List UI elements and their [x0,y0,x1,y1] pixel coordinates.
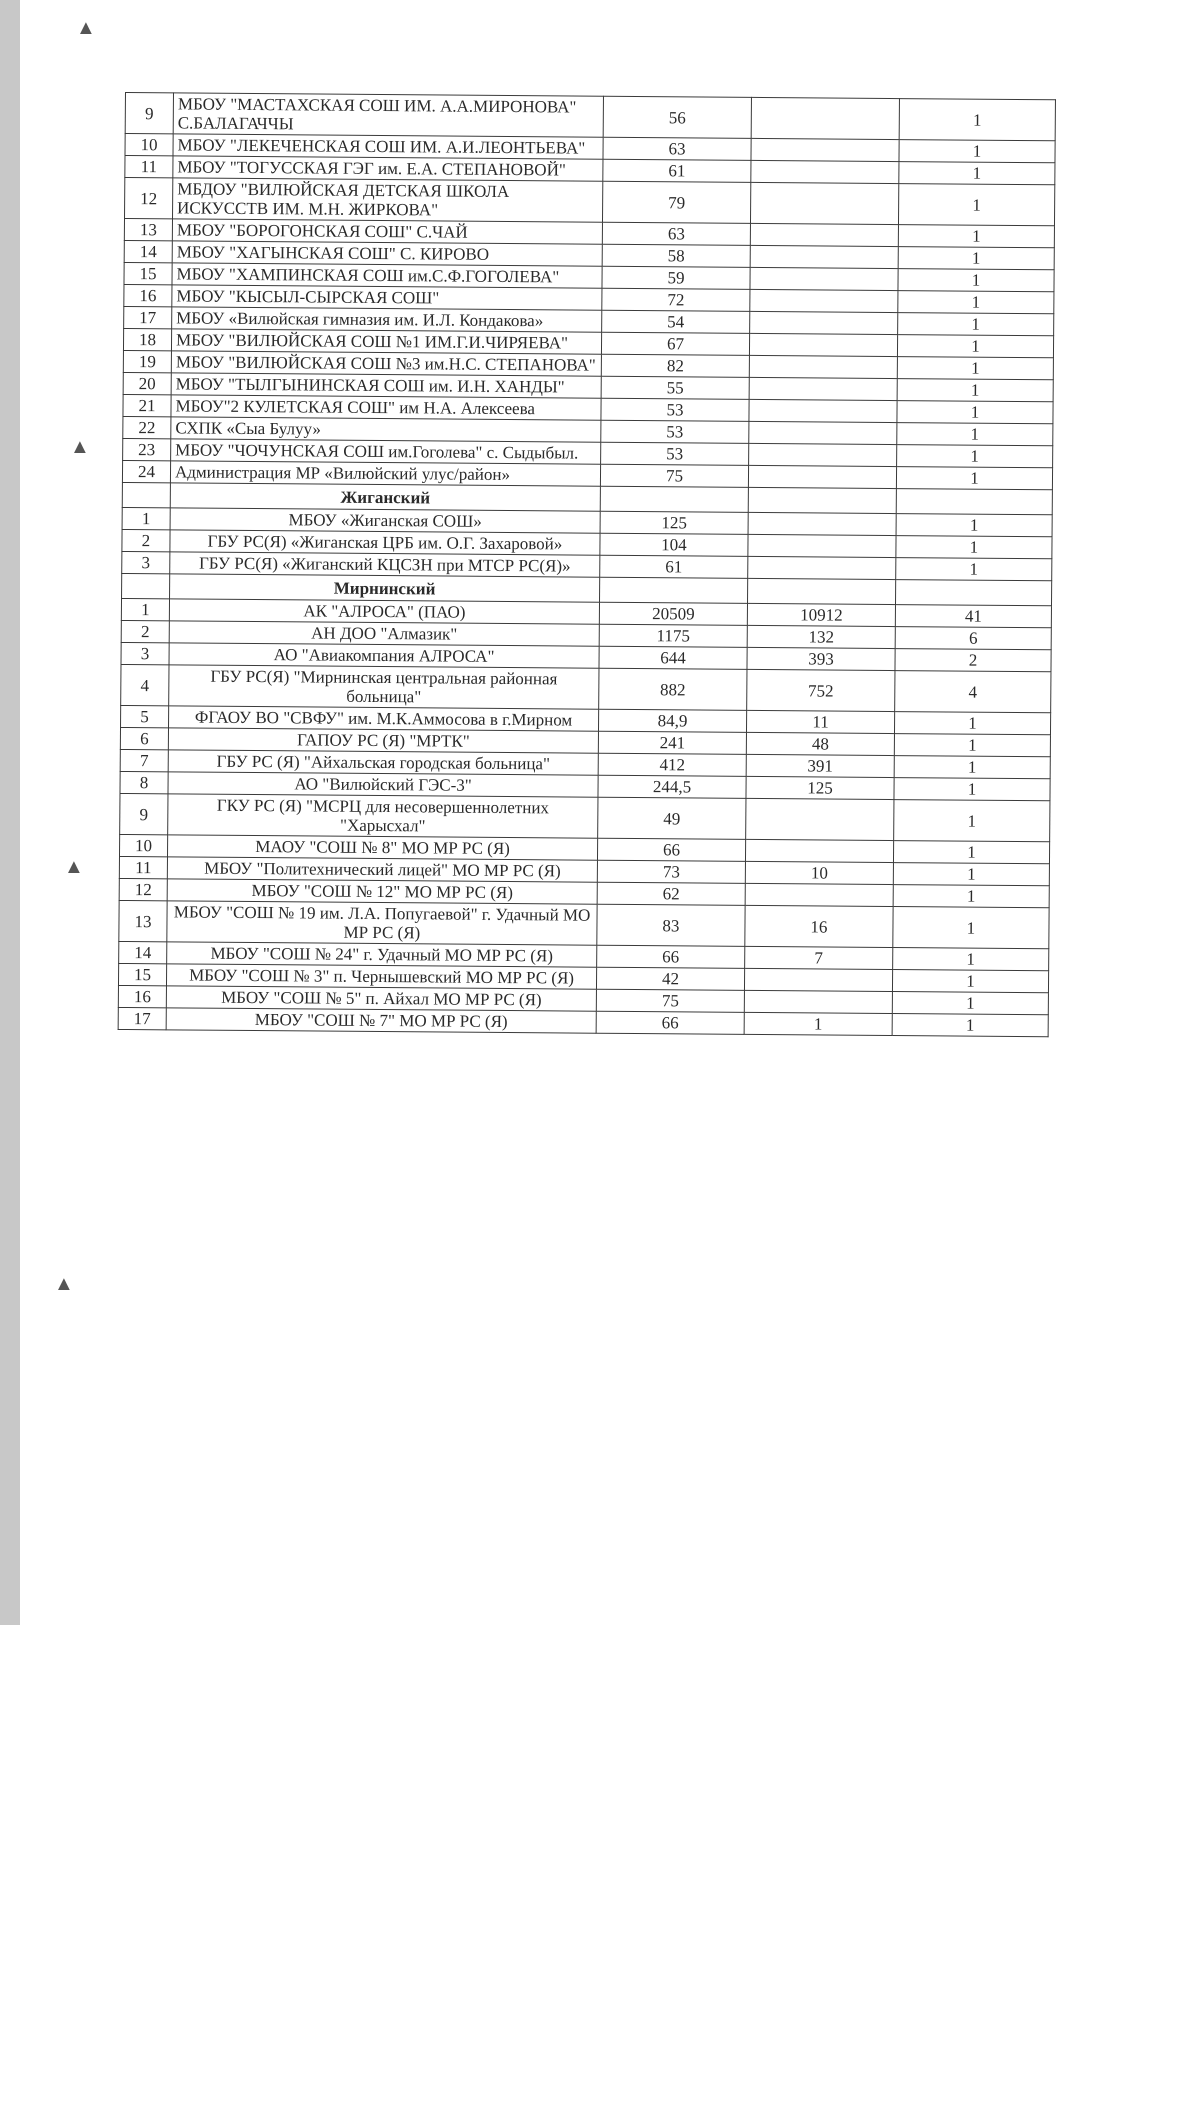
row-number-cell: 14 [124,240,172,262]
row-number-cell: 16 [118,985,166,1007]
organization-name-cell: МБОУ "СОШ № 24" г. Удачный МО МР РС (Я) [167,942,597,967]
value-2-cell [748,465,896,488]
value-1-cell: 83 [597,904,745,946]
value-3-cell: 1 [892,992,1048,1015]
row-number-cell: 12 [125,178,173,219]
organization-name-cell: ФГАОУ ВО "СВФУ" им. М.К.Аммосова в г.Мирном [169,706,599,731]
value-3-cell: 1 [894,800,1050,842]
row-number-cell: 1 [122,507,170,529]
value-2-cell: 10 [745,861,893,884]
value-2-cell: 7 [745,946,893,969]
organization-name-cell: МБОУ "ВИЛЮЙСКАЯ СОШ №1 ИМ.Г.И.ЧИРЯЕВА" [171,329,601,354]
row-number-cell: 8 [120,771,168,793]
organization-name-cell: МБОУ"2 КУЛЕТСКАЯ СОШ" им Н.А. Алексеева [171,395,601,420]
value-3-cell: 1 [896,467,1052,490]
value-1-cell: 67 [601,332,749,355]
organization-name-cell: МБОУ "МАСТАХСКАЯ СОШ ИМ. А.А.МИРОНОВА" С.БАЛАГАЧЧЫ [173,93,603,137]
organization-name-cell: ГБУ РС (Я) "Айхальская городская больница" [168,750,598,775]
organization-name-cell: МБОУ "ЧОЧУНСКАЯ СОШ им.Гоголева" с. Сыдыбыл. [171,439,601,464]
organization-name-cell: МБОУ "СОШ № 19 им. Л.А. Попугаевой" г. Удачный МО МР РС (Я) [167,901,597,945]
value-2-cell [749,333,897,356]
row-number-cell: 17 [124,306,172,328]
row-number-cell: 3 [121,642,169,664]
value-1-cell: 63 [602,222,750,245]
value-3-cell: 1 [897,335,1053,358]
row-number-cell: 15 [118,963,166,985]
value-1-cell: 244,5 [598,775,746,798]
value-1-cell: 241 [598,731,746,754]
value-2-cell [744,968,892,991]
section-empty-cell [896,489,1052,515]
scan-mark-icon: ▲ [54,1273,74,1295]
value-2-cell: 125 [746,776,894,799]
value-2-cell: 393 [747,647,895,670]
row-number-cell: 19 [123,350,171,372]
value-3-cell: 1 [898,269,1054,292]
organization-name-cell: МБОУ "ТОГУССКАЯ ГЭГ им. Е.А. СТЕПАНОВОЙ" [173,156,603,181]
organization-name-cell: МБОУ "Политехнический лицей" МО МР РС (Я) [167,857,597,882]
table-row [125,93,1055,141]
value-3-cell: 1 [894,734,1050,757]
value-1-cell: 61 [603,159,751,182]
row-number-cell: 2 [122,529,170,551]
row-number-cell: 9 [120,793,168,834]
row-number-cell: 13 [124,219,172,241]
value-2-cell [750,267,898,290]
value-1-cell: 75 [600,464,748,487]
value-3-cell: 1 [898,291,1054,314]
row-number-cell: 20 [123,372,171,394]
value-1-cell: 82 [601,354,749,377]
value-3-cell: 6 [895,627,1051,650]
value-1-cell: 62 [597,882,745,905]
value-3-cell: 1 [899,140,1055,163]
organization-name-cell: МБОУ "КЫСЫЛ-СЫРСКАЯ СОШ" [172,285,602,310]
value-1-cell: 20509 [599,602,747,625]
row-number-cell: 5 [121,705,169,727]
section-title: Мирнинский [170,574,600,602]
row-number-cell: 2 [121,620,169,642]
organization-name-cell: ГБУ РС(Я) «Жиганский КЦСЗН при МТСР РС(Я)» [170,552,600,577]
row-number-cell: 12 [119,878,167,900]
value-3-cell: 1 [896,536,1052,559]
value-1-cell: 53 [601,398,749,421]
value-2-cell [750,289,898,312]
value-1-cell: 49 [598,797,746,839]
organization-name-cell: МБОУ "СОШ № 3" п. Чернышевский МО МР РС (Я) [166,964,596,989]
row-number-cell: 13 [119,900,167,941]
organization-name-cell: АН ДОО "Алмазик" [169,621,599,646]
organization-name-cell: АК "АЛРОСА" (ПАО) [169,599,599,624]
row-number-cell: 7 [120,749,168,771]
value-1-cell: 73 [597,860,745,883]
value-2-cell [750,182,898,224]
value-2-cell [744,990,892,1013]
value-3-cell: 1 [894,756,1050,779]
value-2-cell [750,245,898,268]
row-number-cell: 15 [124,262,172,284]
value-2-cell [751,160,899,183]
value-2-cell: 132 [747,625,895,648]
value-2-cell: 11 [746,710,894,733]
table-row [120,793,1050,841]
value-1-cell: 125 [600,511,748,534]
value-2-cell: 1 [744,1012,892,1035]
value-3-cell: 1 [897,423,1053,446]
value-3-cell: 1 [894,712,1050,735]
value-1-cell: 55 [601,376,749,399]
scan-mark-icon: ▲ [76,17,96,39]
section-empty-cell [895,580,1051,606]
row-number-cell: 22 [123,416,171,438]
value-1-cell: 66 [596,1011,744,1034]
value-1-cell: 644 [599,646,747,669]
value-2-cell: 48 [746,732,894,755]
section-empty-cell [600,577,748,603]
value-3-cell: 1 [897,357,1053,380]
organization-name-cell: МБОУ "БОРОГОНСКАЯ СОШ" С.ЧАЙ [172,219,602,244]
value-3-cell: 1 [893,863,1049,886]
section-empty-cell [600,486,748,512]
value-2-cell [750,311,898,334]
value-3-cell: 1 [897,445,1053,468]
value-3-cell: 1 [898,313,1054,336]
row-number-cell: 1 [121,598,169,620]
organization-name-cell: АО "Авиакомпания АЛРОСА" [169,643,599,668]
value-3-cell: 1 [893,948,1049,971]
scan-mark-icon: ▲ [70,436,90,458]
value-3-cell: 1 [898,247,1054,270]
value-1-cell: 42 [596,967,744,990]
value-1-cell: 63 [603,137,751,160]
value-2-cell [745,883,893,906]
value-2-cell [751,97,899,139]
value-1-cell: 54 [602,310,750,333]
value-1-cell: 75 [596,989,744,1012]
organization-name-cell: МБОУ "ХАМПИНСКАЯ СОШ им.С.Ф.ГОГОЛЕВА" [172,263,602,288]
scan-mark-icon: ▲ [64,856,84,878]
scan-edge-strip [0,0,20,1625]
value-3-cell: 1 [899,162,1055,185]
organization-name-cell: СХПК «Сыа Булуу» [171,417,601,442]
organization-name-cell: ГБУ РС(Я) «Жиганская ЦРБ им. О.Г. Захаровой» [170,530,600,555]
value-1-cell: 59 [602,266,750,289]
row-number-cell: 4 [121,664,169,705]
organization-name-cell: Администрация МР «Вилюйский улус/район» [170,461,600,486]
value-1-cell: 56 [603,96,751,138]
organization-name-cell: МБОУ "ТЫЛГЫНИНСКАЯ СОШ им. И.Н. ХАНДЫ" [171,373,601,398]
value-1-cell: 66 [597,838,745,861]
organization-name-cell: МБОУ "СОШ № 5" п. Айхал МО МР РС (Я) [166,986,596,1011]
value-2-cell: 16 [745,905,893,947]
value-2-cell [745,839,893,862]
value-3-cell: 1 [897,401,1053,424]
organization-name-cell: МАОУ "СОШ № 8" МО МР РС (Я) [167,835,597,860]
table-row [125,178,1055,226]
value-2-cell [749,377,897,400]
value-2-cell [750,223,898,246]
section-empty-cell [122,573,170,598]
value-1-cell: 66 [597,945,745,968]
value-3-cell: 1 [896,558,1052,581]
value-2-cell [749,355,897,378]
section-empty-cell [748,578,896,604]
organization-name-cell: МБОУ "СОШ № 7" МО МР РС (Я) [166,1008,596,1033]
value-2-cell: 10912 [747,603,895,626]
organization-name-cell: ГБУ РС(Я) "Мирнинская центральная районная больница" [169,665,599,709]
row-number-cell: 10 [125,134,173,156]
value-3-cell: 1 [896,514,1052,537]
value-1-cell: 53 [601,442,749,465]
value-2-cell [748,512,896,535]
organization-name-cell: МБОУ «Жиганская СОШ» [170,508,600,533]
organization-name-cell: ГКУ РС (Я) "МСРЦ для несовершеннолетних "Харысхал" [168,794,598,838]
value-3-cell: 1 [892,1014,1048,1037]
value-2-cell: 752 [747,669,895,711]
row-number-cell: 21 [123,394,171,416]
value-3-cell: 4 [895,671,1051,713]
value-2-cell [746,798,894,840]
value-2-cell [751,138,899,161]
value-2-cell: 391 [746,754,894,777]
value-1-cell: 1175 [599,624,747,647]
value-3-cell: 1 [897,379,1053,402]
organization-name-cell: МБОУ «Вилюйская гимназия им. И.Л. Кондакова» [172,307,602,332]
organizations-table [118,92,1056,1037]
value-3-cell: 1 [893,841,1049,864]
section-empty-cell [122,482,170,507]
value-3-cell: 1 [899,99,1055,141]
value-2-cell [749,421,897,444]
row-number-cell: 16 [124,284,172,306]
row-number-cell: 9 [125,93,173,134]
table-body [118,93,1055,1037]
section-empty-cell [748,487,896,513]
value-1-cell: 53 [601,420,749,443]
value-3-cell: 1 [898,184,1054,226]
table-row [119,900,1049,948]
row-number-cell: 11 [119,856,167,878]
value-3-cell: 2 [895,649,1051,672]
row-number-cell: 10 [119,834,167,856]
organization-name-cell: МБОУ "ВИЛЮЙСКАЯ СОШ №3 им.Н.С. СТЕПАНОВА" [171,351,601,376]
organization-name-cell: МБОУ "СОШ № 12" МО МР РС (Я) [167,879,597,904]
organization-name-cell: МБОУ "ХАГЫНСКАЯ СОШ" С. КИРОВО [172,241,602,266]
value-3-cell: 41 [895,605,1051,628]
value-3-cell: 1 [893,907,1049,949]
row-number-cell: 24 [122,460,170,482]
value-1-cell: 882 [599,668,747,710]
value-1-cell: 84,9 [598,709,746,732]
value-1-cell: 58 [602,244,750,267]
value-2-cell [748,534,896,557]
row-number-cell: 6 [120,727,168,749]
organization-name-cell: АО "Вилюйский ГЭС-3" [168,772,598,797]
value-1-cell: 412 [598,753,746,776]
value-3-cell: 1 [894,778,1050,801]
row-number-cell: 11 [125,156,173,178]
organization-name-cell: МБОУ "ЛЕКЕЧЕНСКАЯ СОШ ИМ. А.И.ЛЕОНТЬЕВА" [173,134,603,159]
value-1-cell: 61 [600,555,748,578]
row-number-cell: 3 [122,551,170,573]
row-number-cell: 18 [123,328,171,350]
organization-name-cell: МБДОУ "ВИЛЮЙСКАЯ ДЕТСКАЯ ШКОЛА ИСКУССТВ ИМ. М.Н. ЖИРКОВА" [173,178,603,222]
value-1-cell: 104 [600,533,748,556]
value-3-cell: 1 [893,885,1049,908]
value-3-cell: 1 [892,970,1048,993]
value-1-cell: 79 [602,181,750,223]
value-2-cell [748,556,896,579]
row-number-cell: 23 [123,438,171,460]
value-2-cell [749,399,897,422]
value-3-cell: 1 [898,225,1054,248]
value-1-cell: 72 [602,288,750,311]
document-sheet [118,92,1055,1037]
table-row [121,664,1051,712]
organization-name-cell: ГАПОУ РС (Я) "МРТК" [168,728,598,753]
section-title: Жиганский [170,483,600,511]
row-number-cell: 14 [119,941,167,963]
value-2-cell [749,443,897,466]
row-number-cell: 17 [118,1007,166,1029]
